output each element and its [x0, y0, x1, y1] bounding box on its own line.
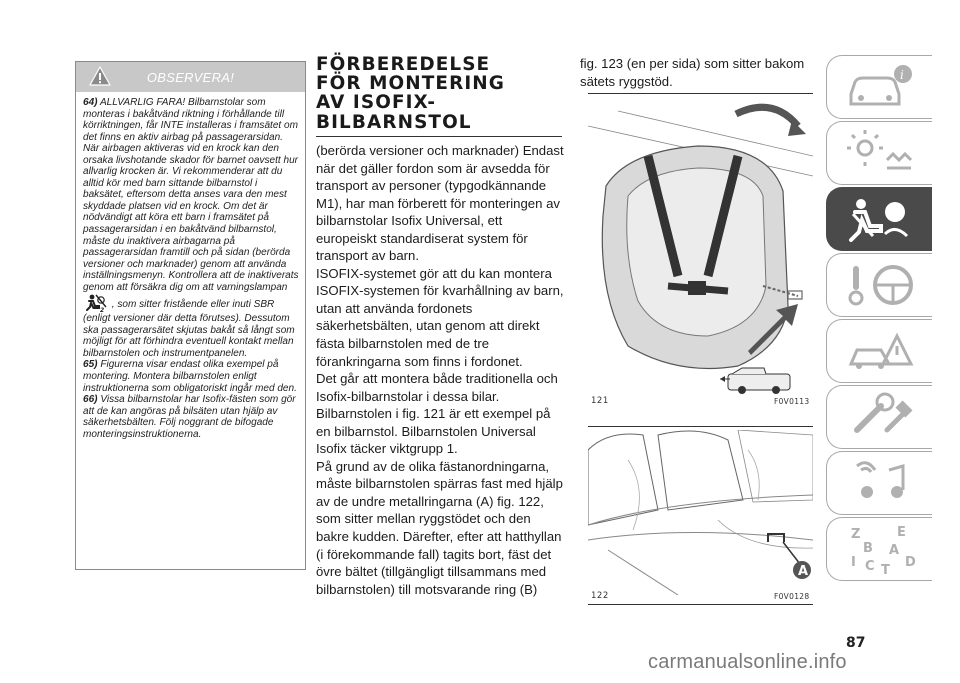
warning-paragraph-64	[83, 97, 299, 359]
body-paragraph: Bilbarnstolen i fig. 121 är ett exempel på en bilbarnstol. Bilbarnstolen Universal Isofix täcker viktgrupp 1.	[316, 406, 551, 457]
note-number-66: 66)	[83, 394, 98, 406]
warning-66-text: Vissa bilbarnstolar har Isofix-fästen som gör att de kan angöras på bilsäten utan hjälp av säkerhetsbälten. Följ noggrant de bifogade monteringsinstruktionerna.	[83, 394, 296, 440]
tab-dashboard-lights[interactable]	[826, 121, 932, 185]
figure-number: 121	[591, 396, 609, 406]
heading-line-4: BILBARNSTOL	[316, 111, 472, 133]
airbag-off-warning-lamp-icon	[83, 293, 109, 313]
heading-line-2: FÖR MONTERING	[316, 73, 505, 95]
heading-line-1: FÖRBEREDELSE	[316, 54, 491, 75]
tab-index[interactable]	[826, 517, 932, 581]
note-number-64: 64)	[83, 97, 98, 108]
warning-title: OBSERVERA!	[146, 69, 235, 85]
body-paragraph: (berörda versioner och marknader) Endast när det gäller fordon som är avsedda för transport av personer (typgodkännande M1), har man förberett för monteringen av bilbarnstolar Isofix Universal, ett europeiskt standardiserat system för transport av barn.	[316, 143, 564, 264]
warning-paragraph-65	[83, 359, 299, 394]
dashboard-lights-icon	[837, 126, 923, 180]
warning-triangle-car-icon	[837, 324, 923, 378]
body-paragraph: På grund av de olika fästanordningarna, måste bilbarnstolen spärras fast med hjälp av de undre metallringarna (A) fig. 122, som sitter mellan ryggstödet och den bakre kudden. Därefter, efter att hatthyllan (i förekommande fall) tagits bort, fäst det övre bältet (tillgängligt tillsammans med bilbarnstolen) till motsvarande ring (B)	[316, 458, 563, 597]
heading-divider	[316, 136, 562, 137]
figure-121	[588, 96, 813, 412]
safety-seat-airbag-icon	[837, 192, 923, 246]
heading-line-3: AV ISOFIX-	[316, 92, 437, 114]
wrench-tools-icon	[837, 390, 923, 444]
figure-number: 122	[591, 591, 609, 601]
index-letters-icon	[837, 522, 923, 576]
warning-64-text-b: , som sitter fristående eller inuti SBR (enligt versioner där detta förutses). Dessutom ska passagerarsätet skjutas bakåt så långt som möjligt för att förhindra eventuell kontakt mellan bilbarnstolen och instrumentpanelen.	[83, 299, 295, 359]
tab-starting-driving[interactable]	[826, 253, 932, 317]
key-steering-wheel-icon	[837, 258, 923, 312]
warning-box	[75, 61, 306, 570]
body-paragraph: ISOFIX-systemet gör att du kan montera ISOFIX-systemen för kvarhållning av barn, utan att använda fordonets säkerhetsbälten, utan genom att direkt fästa bilbarnstolen med de tre förankringarna som finns i fordonet.	[316, 265, 564, 369]
tab-multimedia[interactable]	[826, 451, 932, 515]
figure-caption-text: fig. 123 (en per sida) som sitter bakom sätets ryggstöd.	[580, 56, 805, 89]
warning-body	[76, 92, 305, 440]
index-letter: E	[896, 525, 906, 540]
tab-car-info[interactable]	[826, 55, 932, 119]
tab-emergency[interactable]	[826, 319, 932, 383]
figure-121-bottom-rule	[588, 426, 813, 427]
warning-64-text-a: ALLVARLIG FARA! Bilbarnstolar som monteras i bakåtvänd riktning i förhållande till körriktningen, får INTE installeras i framsätet om det finns en aktiv airbag på passagerarsidan. När airbagen aktiveras vid en krock kan den orsaka livshotande skador för barnet oavsett hur allvarlig krocken är. Vi rekommenderar att du alltid kör med barn sittande bilbarnstol i baksätet, eftersom detta anses vara den mest skyddade platsen vid en krock. Om det är nödvändigt att köra ett barn i framsätet på passagerarsidan i en bakåtvänd bilbarnstol, måste du inaktivera airbagarna på passagerarsidan framtill och på sidan (berörda versioner och marknader) genom att använda inställningsmenyn. Kontrollera att de inaktiverats genom att försäkra dig om att varningslampan	[83, 97, 299, 293]
index-letter: D	[904, 555, 916, 570]
warning-paragraph-66	[83, 394, 299, 440]
figure-122-bottom-rule	[588, 604, 813, 605]
media-music-icon	[837, 456, 923, 510]
car-info-icon	[837, 60, 923, 114]
section-body	[316, 142, 566, 598]
seat-isofix-ring-illustration	[588, 430, 813, 595]
figure-122	[588, 430, 813, 605]
index-letter: B	[862, 541, 873, 556]
figure-code: F0V0128	[774, 592, 810, 601]
tab-safety[interactable]	[826, 187, 932, 251]
section-heading	[316, 55, 562, 132]
body-paragraph: Det går att montera både traditionella och Isofix-bilbarnstolar i dessa bilar.	[316, 371, 558, 404]
warning-65-text: Figurerna visar endast olika exempel på montering. Montera bilbarnstolen enligt instruktionerna som obligatoriskt ingår med den.	[83, 359, 297, 394]
svg-text:2: 2	[100, 307, 105, 314]
index-letter: Z	[850, 527, 860, 542]
index-letter: C	[864, 559, 875, 574]
index-letter: I	[850, 555, 856, 570]
warning-triangle-icon	[89, 66, 111, 87]
index-letter: T	[880, 563, 890, 576]
figure-121-top-rule	[588, 93, 813, 94]
index-letter: A	[888, 543, 899, 558]
warning-header	[76, 62, 305, 92]
tab-maintenance[interactable]	[826, 385, 932, 449]
callout-a-label: A	[798, 564, 809, 579]
page-number: 87	[846, 635, 866, 651]
note-number-65: 65)	[83, 359, 98, 371]
child-seat-illustration	[588, 96, 813, 396]
svg-text:i: i	[899, 68, 904, 82]
figure-code: F0V0113	[774, 397, 810, 406]
watermark: carmanualsonline.info	[648, 651, 847, 673]
